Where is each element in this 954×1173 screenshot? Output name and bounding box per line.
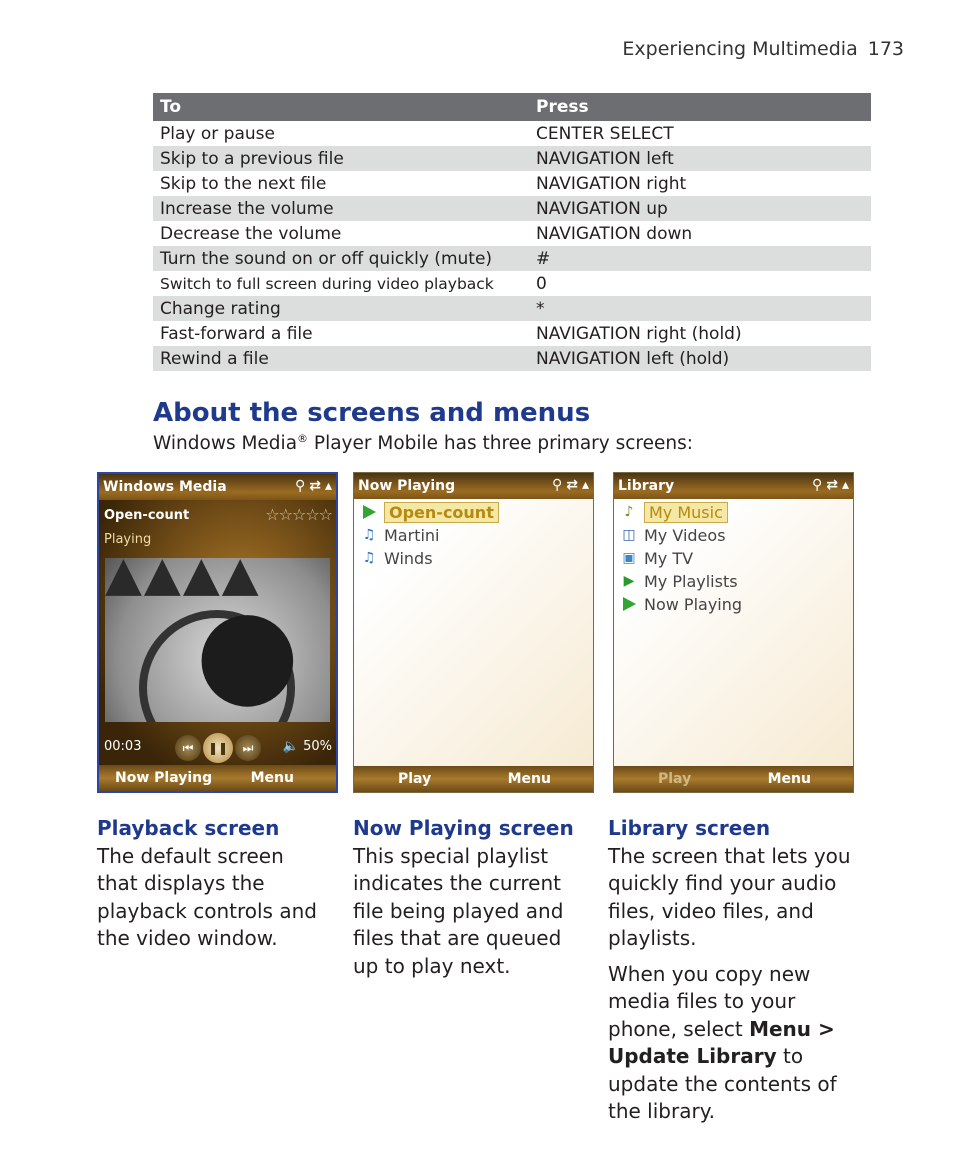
table-cell-key: 0 <box>536 273 547 294</box>
table-row <box>153 196 871 221</box>
track-title: Open-count <box>104 508 190 523</box>
list-item-label: Winds <box>384 548 433 568</box>
soft-key-left: Play <box>658 771 692 787</box>
volume-level <box>283 739 332 754</box>
caption-extra-start: When you copy new media files to your phone, select <box>608 961 811 1041</box>
page-header <box>622 38 904 60</box>
caption-text: The screen that lets you quickly find your audio files, video files, and playlists. <box>608 843 851 950</box>
signal-icon: ▴ <box>324 478 332 494</box>
speaker-icon: 🔈 <box>282 739 299 754</box>
music-note-icon: ♫ <box>362 527 376 543</box>
table-header-row <box>153 93 871 121</box>
soft-key-right: Menu <box>507 771 551 787</box>
music-icon: ♪ <box>624 504 634 520</box>
list-item <box>360 501 499 523</box>
connection-icon: ⇄ <box>826 477 838 493</box>
caption-title: Now Playing screen <box>353 816 574 840</box>
caption-text: The default screen that displays the playback controls and the video window. <box>97 843 317 950</box>
playlist-area <box>354 499 593 766</box>
table-cell-action: Play or pause <box>160 123 275 144</box>
table-cell-key: NAVIGATION left <box>529 146 871 171</box>
playback-controls <box>99 730 336 766</box>
table-cell-action: Skip to a previous file <box>153 146 529 171</box>
playing-arrow-icon <box>360 503 378 521</box>
table-cell-key: # <box>529 246 871 271</box>
soft-key-right: Menu <box>250 770 294 786</box>
status-icons <box>295 477 332 495</box>
table-cell-key: * <box>529 296 871 321</box>
list-item-label: Now Playing <box>644 594 743 614</box>
table-row <box>153 296 871 321</box>
caption-title: Playback screen <box>97 816 280 840</box>
playlist-icon: ▶ <box>623 573 635 589</box>
caption-extra <box>608 961 863 1126</box>
elapsed-time: 00:03 <box>104 739 142 754</box>
table-row <box>153 171 871 196</box>
table-cell-key: NAVIGATION left (hold) <box>529 346 871 371</box>
status-icons <box>812 476 849 494</box>
list-item <box>620 501 728 523</box>
table-row <box>153 271 871 296</box>
list-item-label: Martini <box>384 525 440 545</box>
caption-extra-end: to update the contents of the library. <box>608 1044 837 1123</box>
header-section: Experiencing Multimedia <box>622 38 858 60</box>
list-item <box>360 547 433 569</box>
column-header-to: To <box>153 93 529 121</box>
table-cell-key: NAVIGATION right (hold) <box>536 323 742 344</box>
intro-text-start: Windows Media <box>153 433 298 455</box>
list-item <box>620 570 738 592</box>
playing-arrow-icon <box>620 595 638 613</box>
caption-now-playing <box>353 815 588 980</box>
caption-title: Library screen <box>608 816 771 840</box>
playback-screen-image <box>97 472 338 793</box>
table-cell-action: Change rating <box>153 296 529 321</box>
table-cell-key: CENTER SELECT <box>536 123 674 144</box>
connection-icon: ⇄ <box>566 477 578 493</box>
soft-key-bar <box>99 765 336 791</box>
soft-key-left: Play <box>398 771 432 787</box>
caption-text: This special playlist indicates the current file being played and files that are queued up to play next. <box>353 843 564 978</box>
library-area <box>614 499 853 766</box>
notification-icon: ⚲ <box>551 477 563 493</box>
list-item <box>360 524 440 546</box>
volume-value: 50% <box>303 739 332 754</box>
page-number: 173 <box>867 38 904 60</box>
connection-icon: ⇄ <box>309 478 321 494</box>
now-playing-screen-image <box>353 472 594 793</box>
next-icon: ⏭ <box>235 735 261 761</box>
table-row <box>153 146 871 171</box>
video-window <box>105 558 330 722</box>
signal-icon: ▴ <box>581 477 589 493</box>
table-row <box>153 221 871 246</box>
table-row <box>153 346 871 371</box>
table-row <box>153 321 871 346</box>
table-cell-action: Switch to full screen during video playback <box>160 274 494 293</box>
soft-key-bar <box>614 766 853 792</box>
tv-icon: ▣ <box>622 550 636 566</box>
table-cell-action: Decrease the volume <box>160 223 342 244</box>
playback-state: Playing <box>104 532 152 547</box>
intro-text-end: Player Mobile has three primary screens: <box>308 433 693 455</box>
caption-library <box>608 815 863 1126</box>
section-title: About the screens and menus <box>153 398 591 428</box>
signal-icon: ▴ <box>841 477 849 493</box>
screen-title: Now Playing <box>358 478 456 494</box>
column-header-press: Press <box>529 93 871 121</box>
table-cell-action: Turn the sound on or off quickly (mute) <box>153 246 529 271</box>
section-intro <box>153 432 693 454</box>
list-item <box>620 524 726 546</box>
menu-path: Menu > Update Library <box>608 1016 835 1068</box>
table-cell-key: NAVIGATION up <box>529 196 871 221</box>
table-cell-action: Rewind a file <box>153 346 529 371</box>
countdown-number-icon: ● <box>195 582 300 721</box>
table-cell-action: Fast-forward a file <box>160 323 313 344</box>
table-cell-action: Increase the volume <box>153 196 529 221</box>
caption-playback <box>97 815 327 953</box>
registered-mark: ® <box>297 432 309 445</box>
rating-stars-icon: ☆☆☆☆☆ <box>265 505 332 524</box>
countdown-letters-icon: ▲▲▲▲ <box>105 558 261 602</box>
table-cell-key: NAVIGATION right <box>536 173 687 194</box>
soft-key-left: Now Playing <box>115 770 213 786</box>
soft-key-right: Menu <box>767 771 811 787</box>
notification-icon: ⚲ <box>811 477 823 493</box>
status-icons <box>552 476 589 494</box>
list-item <box>620 593 742 615</box>
title-bar <box>99 474 336 500</box>
library-screen-image <box>613 472 854 793</box>
pause-icon: ❚❚ <box>203 733 233 763</box>
table-row <box>153 246 871 271</box>
list-item <box>620 547 693 569</box>
controls-table <box>153 93 871 371</box>
list-item-label: My Videos <box>644 525 726 545</box>
title-bar <box>354 473 593 499</box>
notification-icon: ⚲ <box>294 478 306 494</box>
title-bar <box>614 473 853 499</box>
soft-key-bar <box>354 766 593 792</box>
table-row <box>153 121 871 146</box>
video-film-icon: ◫ <box>622 527 636 543</box>
table-cell-action: Skip to the next file <box>160 173 327 194</box>
previous-icon: ⏮ <box>175 735 201 761</box>
list-item-label: My TV <box>644 548 694 568</box>
list-item-label: My Music <box>644 502 728 523</box>
screen-title: Windows Media <box>103 479 227 495</box>
music-note-icon: ♫ <box>362 550 376 566</box>
list-item-label: My Playlists <box>644 571 738 591</box>
screen-title: Library <box>618 478 675 494</box>
list-item-label: Open-count <box>384 502 499 523</box>
table-cell-key: NAVIGATION down <box>536 223 693 244</box>
